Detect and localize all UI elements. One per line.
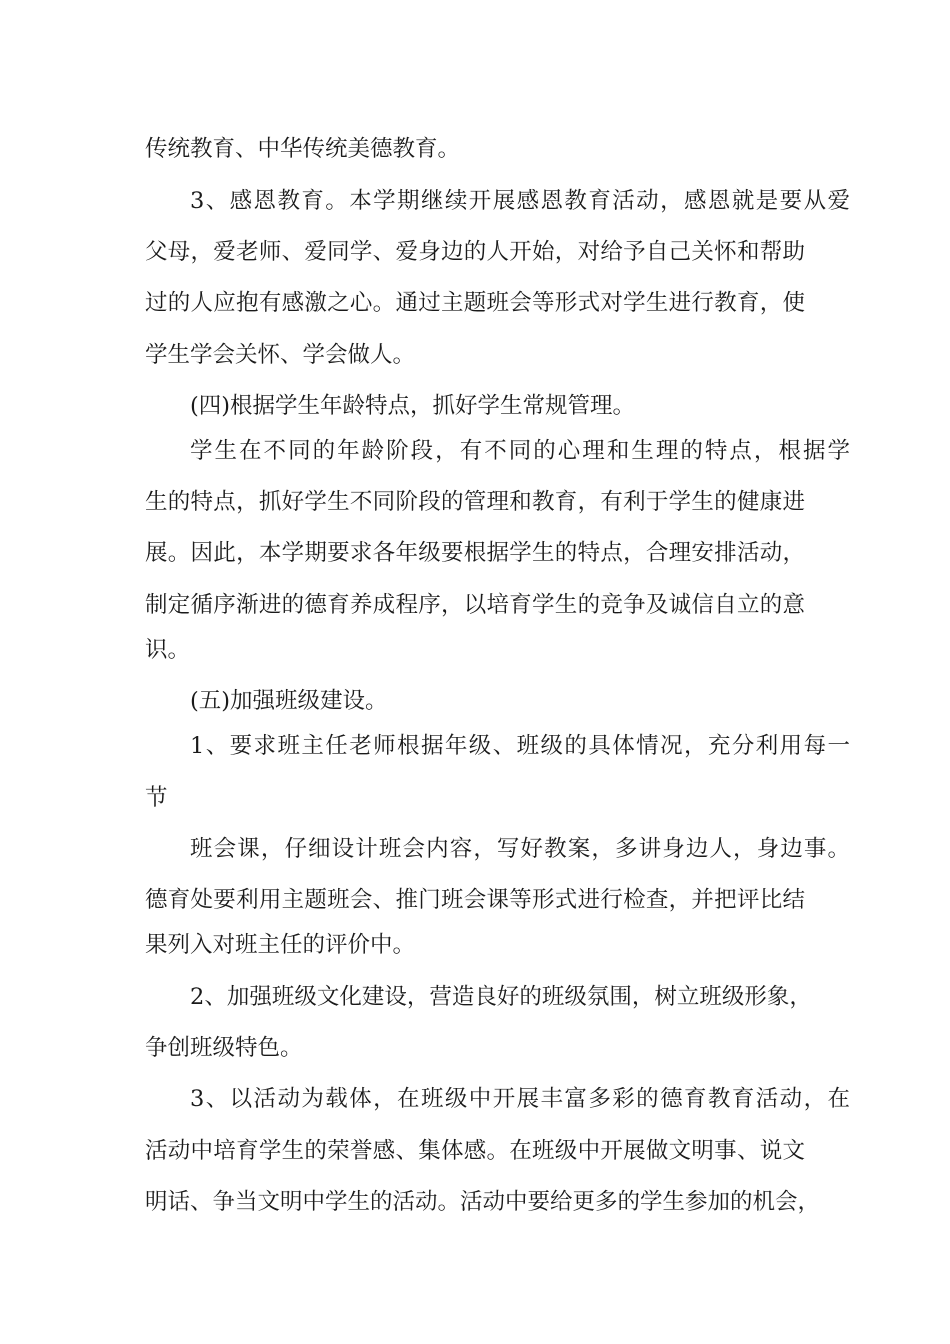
text-line: 传统教育、中华传统美德教育。	[145, 136, 461, 162]
text-line: 过的人应抱有感激之心。通过主题班会等形式对学生进行教育，使	[145, 290, 805, 316]
section-heading: (四)根据学生年龄特点，抓好学生常规管理。	[190, 393, 636, 419]
text-line: 父母，爱老师、爱同学、爱身边的人开始，对给予自己关怀和帮助	[145, 239, 805, 265]
text-line: 3、感恩教育。本学期继续开展感恩教育活动，感恩就是要从爱	[190, 188, 850, 214]
text-line: 班会课，仔细设计班会内容，写好教案，多讲身边人，身边事。	[190, 836, 850, 862]
text-line: 制定循序渐进的德育养成程序，以培育学生的竞争及诚信自立的意	[145, 592, 805, 618]
text-line: 学生在不同的年龄阶段，有不同的心理和生理的特点，根据学	[190, 438, 850, 464]
text-line: 1、要求班主任老师根据年级、班级的具体情况，充分利用每一	[190, 733, 850, 759]
text-line: 争创班级特色。	[145, 1035, 303, 1061]
text-line: 活动中培育学生的荣誉感、集体感。在班级中开展做文明事、说文	[145, 1138, 805, 1164]
section-heading: (五)加强班级建设。	[190, 688, 388, 714]
text-line: 明话、争当文明中学生的活动。活动中要给更多的学生参加的机会，	[145, 1189, 821, 1215]
text-line: 果列入对班主任的评价中。	[145, 932, 416, 958]
text-line: 生的特点，抓好学生不同阶段的管理和教育，有利于学生的健康进	[145, 489, 805, 515]
text-line: 2、加强班级文化建设，营造良好的班级氛围，树立班级形象，	[190, 984, 812, 1010]
text-line: 展。因此，本学期要求各年级要根据学生的特点，合理安排活动，	[145, 540, 805, 566]
text-line: 识。	[145, 637, 191, 663]
text-line: 德育处要利用主题班会、推门班会课等形式进行检查，并把评比结	[145, 887, 805, 913]
text-line: 节	[145, 785, 168, 811]
text-line: 3、以活动为载体，在班级中开展丰富多彩的德育教育活动，在	[190, 1086, 850, 1112]
text-line: 学生学会关怀、学会做人。	[145, 342, 416, 368]
